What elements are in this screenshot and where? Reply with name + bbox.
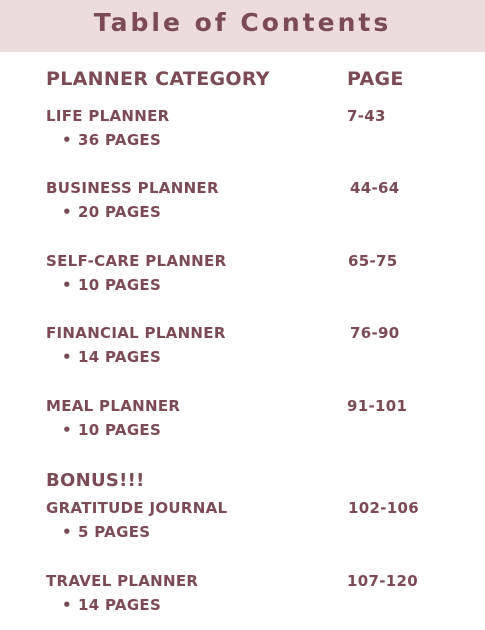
entry-business-planner-pages [62, 203, 161, 221]
entry-self-care-planner-name: SELF-CARE PLANNER [46, 252, 227, 270]
bullet-icon: • [62, 523, 72, 541]
bullet-icon: • [62, 131, 72, 149]
page-count: 10 PAGES [78, 276, 162, 294]
entry-life-planner-pages [62, 131, 161, 149]
bullet-icon: • [62, 596, 72, 614]
entry-travel-planner-name: TRAVEL PLANNER [46, 572, 199, 590]
entry-financial-planner-range: 76-90 [350, 324, 400, 342]
bonus-heading: BONUS!!! [46, 470, 145, 491]
entry-financial-planner-pages [62, 348, 161, 366]
entry-self-care-planner-range: 65-75 [348, 252, 398, 270]
bullet-icon: • [62, 348, 72, 366]
page-count: 5 PAGES [78, 523, 151, 541]
entry-travel-planner-pages [62, 596, 161, 614]
entry-meal-planner-pages [62, 421, 161, 439]
page-count: 14 PAGES [78, 596, 162, 614]
entry-gratitude-journal-name: GRATITUDE JOURNAL [46, 499, 228, 517]
page-count: 14 PAGES [78, 348, 162, 366]
bullet-icon: • [62, 203, 72, 221]
entry-financial-planner-name: FINANCIAL PLANNER [46, 324, 226, 342]
page-count: 36 PAGES [78, 131, 162, 149]
page-count: 20 PAGES [78, 203, 162, 221]
entry-meal-planner-range: 91-101 [347, 397, 408, 415]
entry-business-planner-name: BUSINESS PLANNER [46, 179, 219, 197]
bullet-icon: • [62, 421, 72, 439]
bullet-icon: • [62, 276, 72, 294]
entry-gratitude-journal-range: 102-106 [348, 499, 419, 517]
entry-gratitude-journal-pages [62, 523, 150, 541]
entry-life-planner-range: 7-43 [347, 107, 386, 125]
entry-meal-planner-name: MEAL PLANNER [46, 397, 181, 415]
category-column-header: PLANNER CATEGORY [46, 68, 270, 90]
page-count: 10 PAGES [78, 421, 162, 439]
page-column-header: PAGE [347, 68, 404, 90]
page-title: Table of Contents [93, 8, 392, 37]
entry-business-planner-range: 44-64 [350, 179, 400, 197]
entry-life-planner-name: LIFE PLANNER [46, 107, 170, 125]
entry-travel-planner-range: 107-120 [347, 572, 418, 590]
entry-self-care-planner-pages [62, 276, 161, 294]
